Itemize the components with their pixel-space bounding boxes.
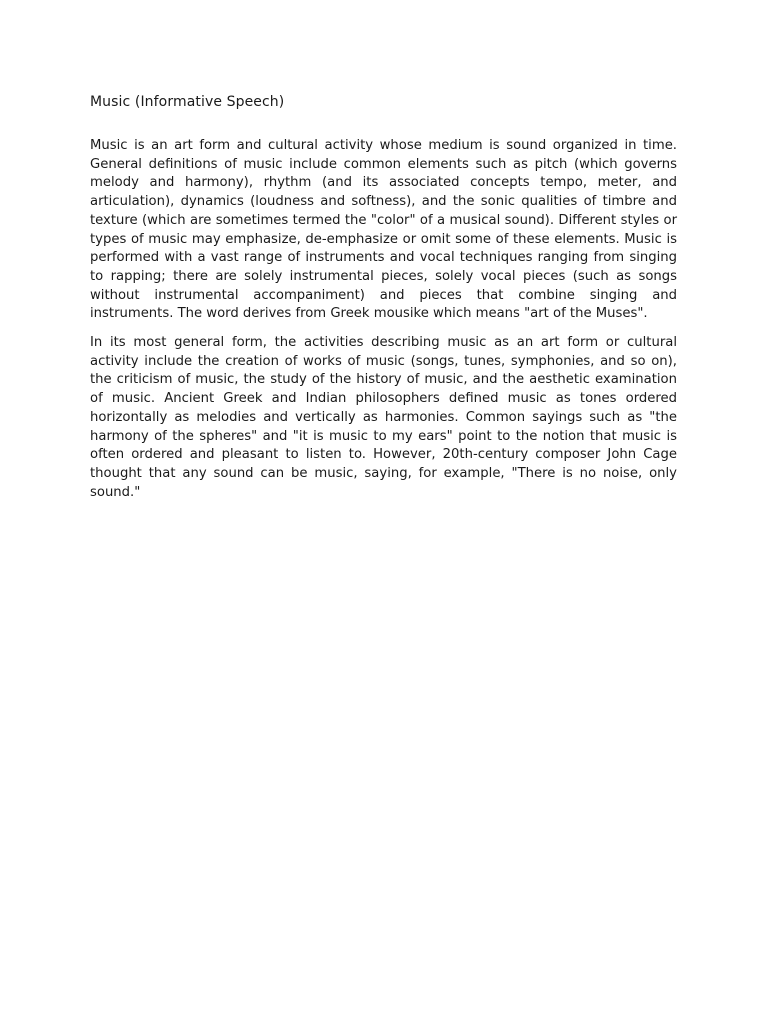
- paragraph-2: In its most general form, the activities describing music as an art form or cultural activity include the creation of works of music (songs, tunes, symphonies, and so on), the criticism of music, the study of the history of music, and the aesthetic examination of music. Ancient Greek and Indian philosophers defined music as tones ordered horizontally as melodies and vertically as harmonies. Common sayings such as "the harmony of the spheres" and "it is music to my ears" point to the notion that music is often ordered and pleasant to listen to. However, 20th-century composer John Cage thought that any sound can be music, saying, for example, "There is no noise, only sound.": [90, 335, 677, 500]
- document-body: [90, 92, 677, 512]
- document-title: Music (Informative Speech): [90, 94, 285, 110]
- paragraph-1: Music is an art form and cultural activity whose medium is sound organized in time. General definitions of music include common elements such as pitch (which governs melody and harmony), rhythm (and its associated concepts tempo, meter, and articulation), dynamics (loudness and softness), and the sonic qualities of timbre and texture (which are sometimes termed the "color" of a musical sound). Different styles or types of music may emphasize, de-emphasize or omit some of these elements. Music is performed with a vast range of instruments and vocal techniques ranging from singing to rapping; there are solely instrumental pieces, solely vocal pieces (such as songs without instrumental accompaniment) and pieces that combine singing and instruments. The word derives from Greek mousike which means "art of the Muses".: [90, 138, 677, 322]
